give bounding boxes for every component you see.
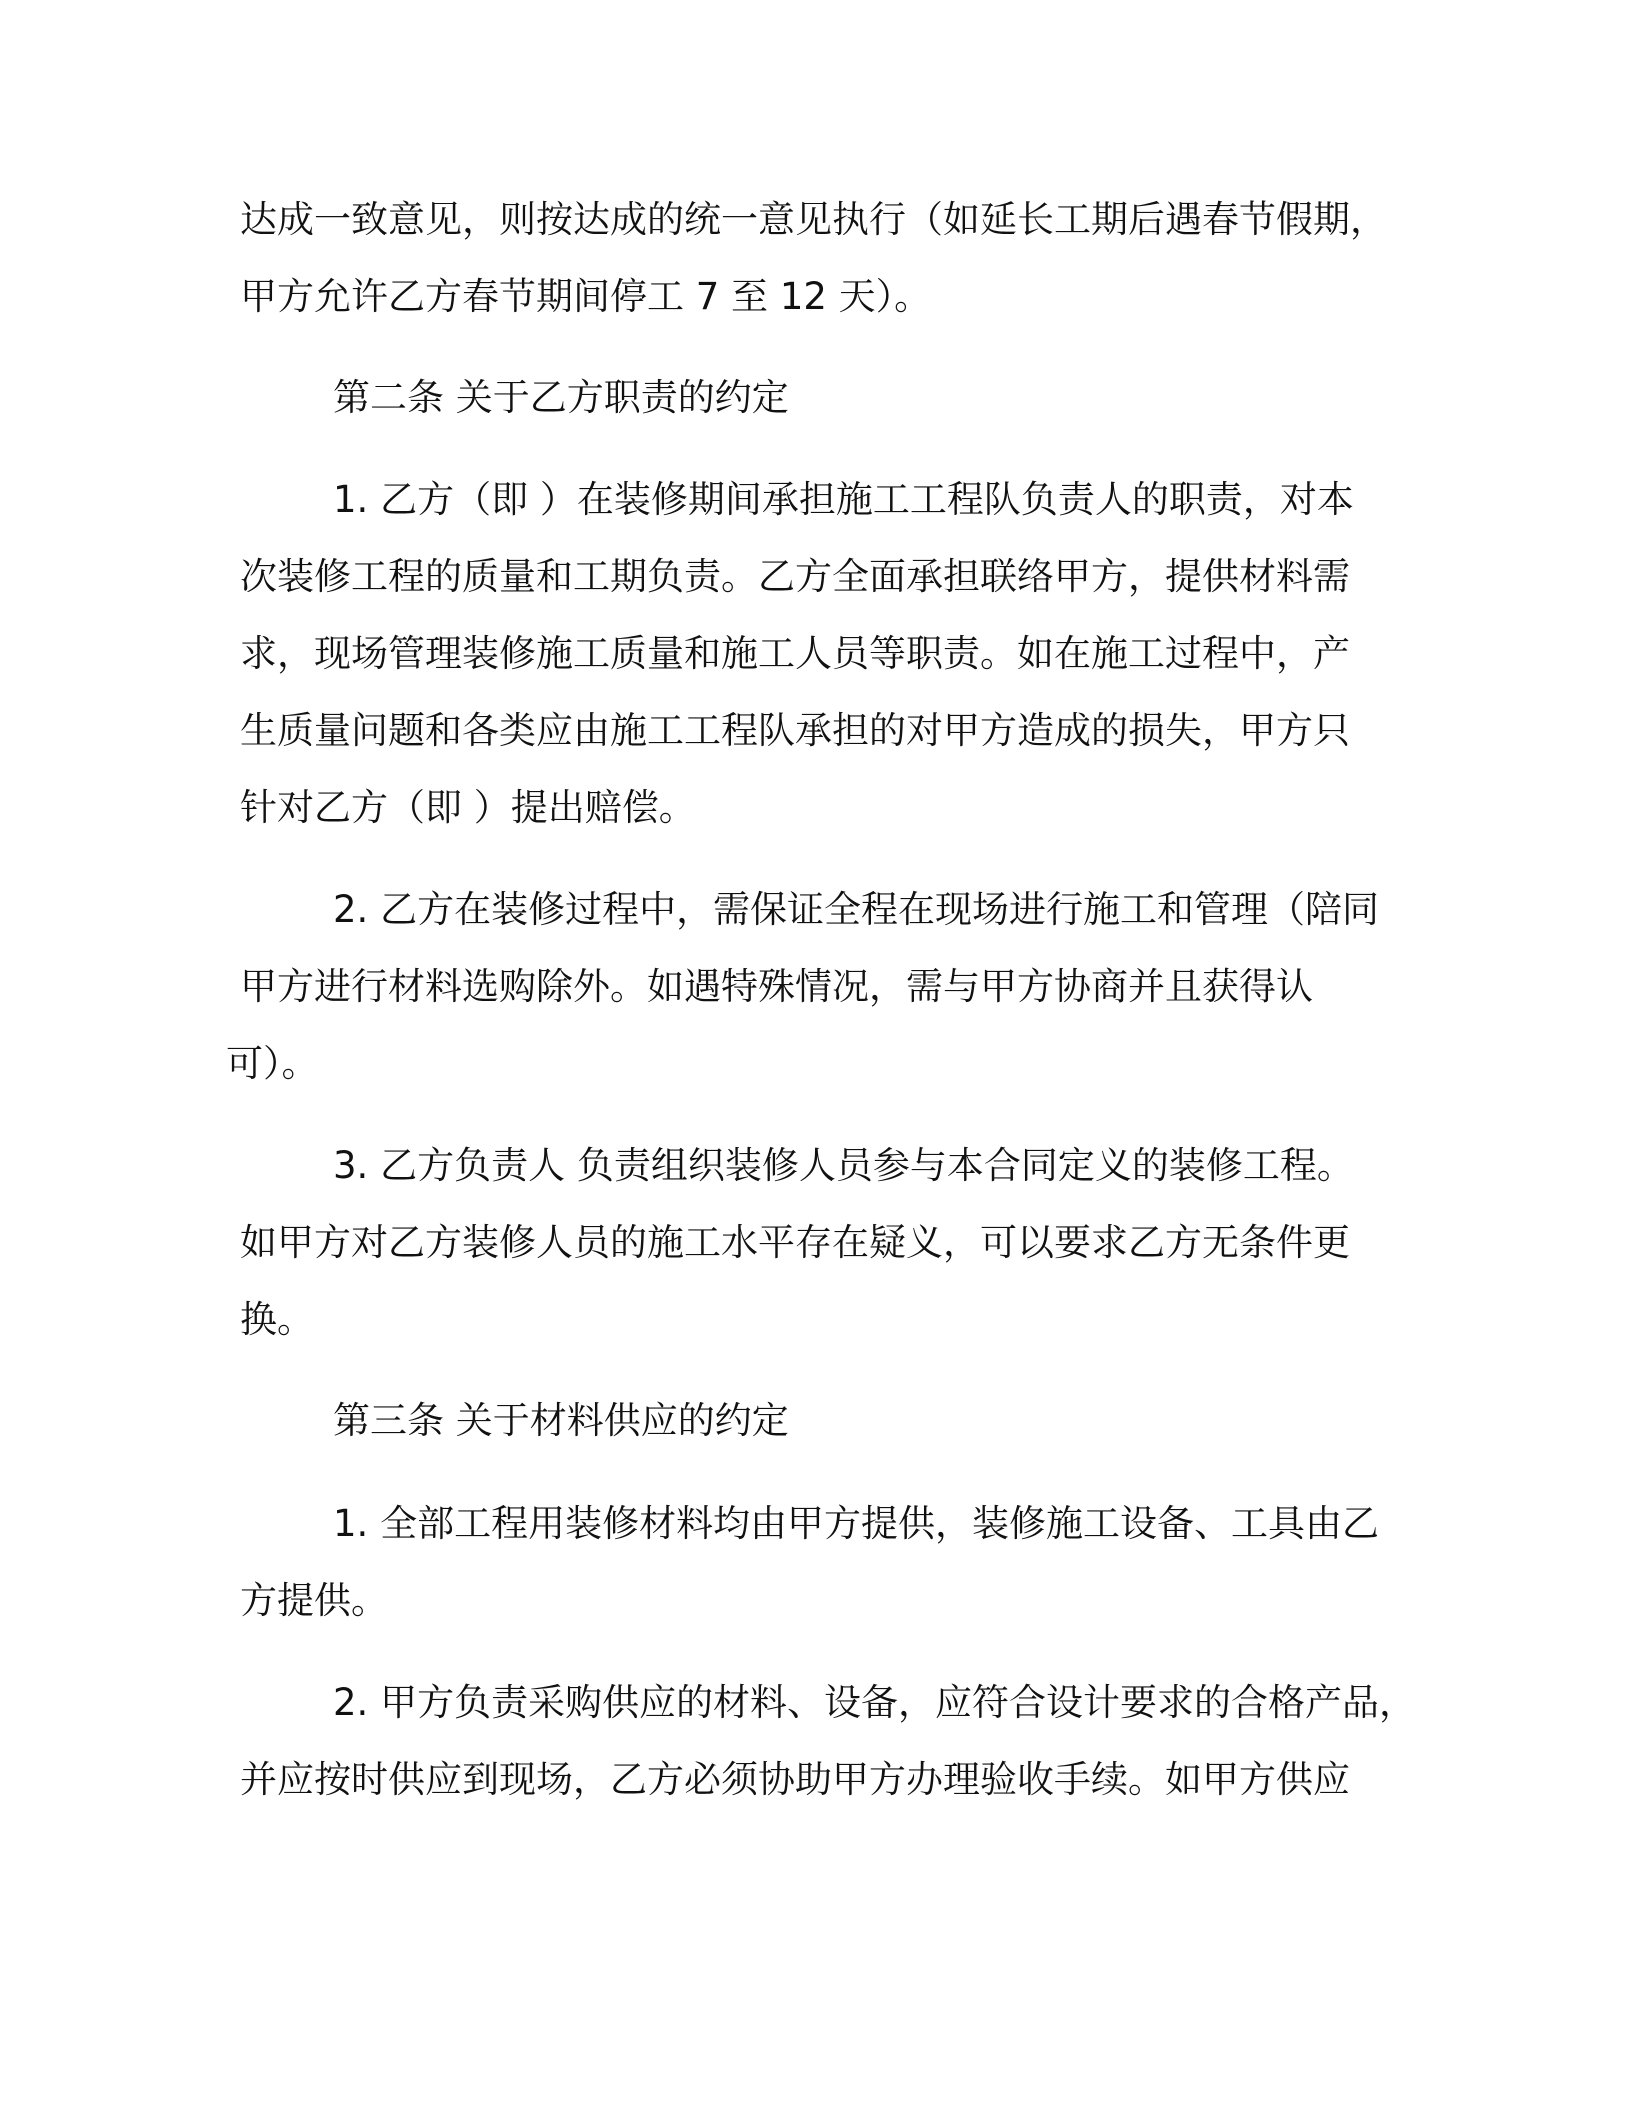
text-line: 并应按时供应到现场，乙方必须协助甲方办理验收手续。如甲方供应	[240, 1758, 1350, 1801]
text-line: 达成一致意见，则按达成的统一意见执行（如延长工期后遇春节假期，	[240, 198, 1387, 241]
text-line: 甲方进行材料选购除外。如遇特殊情况，需与甲方协商并且获得认	[240, 965, 1313, 1008]
section-heading: 第二条 关于乙方职责的约定	[333, 376, 789, 419]
text-line: 方提供。	[240, 1579, 388, 1622]
section-heading: 第三条 关于材料供应的约定	[333, 1399, 789, 1442]
text-line: 针对乙方（即 ）提出赔偿。	[240, 786, 696, 829]
text-line: 2. 乙方在装修过程中，需保证全程在现场进行施工和管理（陪同	[333, 888, 1380, 931]
text-line: 可）。	[226, 1042, 319, 1085]
text-line: 生质量问题和各类应由施工工程队承担的对甲方造成的损失，甲方只	[240, 709, 1350, 752]
text-line: 3. 乙方负责人 负责组织装修人员参与本合同定义的装修工程。	[333, 1144, 1354, 1187]
text-line: 1. 乙方（即 ）在装修期间承担施工工程队负责人的职责，对本	[333, 478, 1354, 521]
text-line: 换。	[240, 1298, 314, 1341]
text-line: 1. 全部工程用装修材料均由甲方提供，装修施工设备、工具由乙	[333, 1502, 1380, 1545]
text-line: 次装修工程的质量和工期负责。乙方全面承担联络甲方，提供材料需	[240, 555, 1350, 598]
text-line: 2. 甲方负责采购供应的材料、设备，应符合设计要求的合格产品，	[333, 1681, 1417, 1724]
text-line: 求，现场管理装修施工质量和施工人员等职责。如在施工过程中，产	[240, 632, 1350, 675]
text-line: 甲方允许乙方春节期间停工 7 至 12 天）。	[240, 275, 932, 318]
text-line: 如甲方对乙方装修人员的施工水平存在疑义，可以要求乙方无条件更	[240, 1221, 1350, 1264]
